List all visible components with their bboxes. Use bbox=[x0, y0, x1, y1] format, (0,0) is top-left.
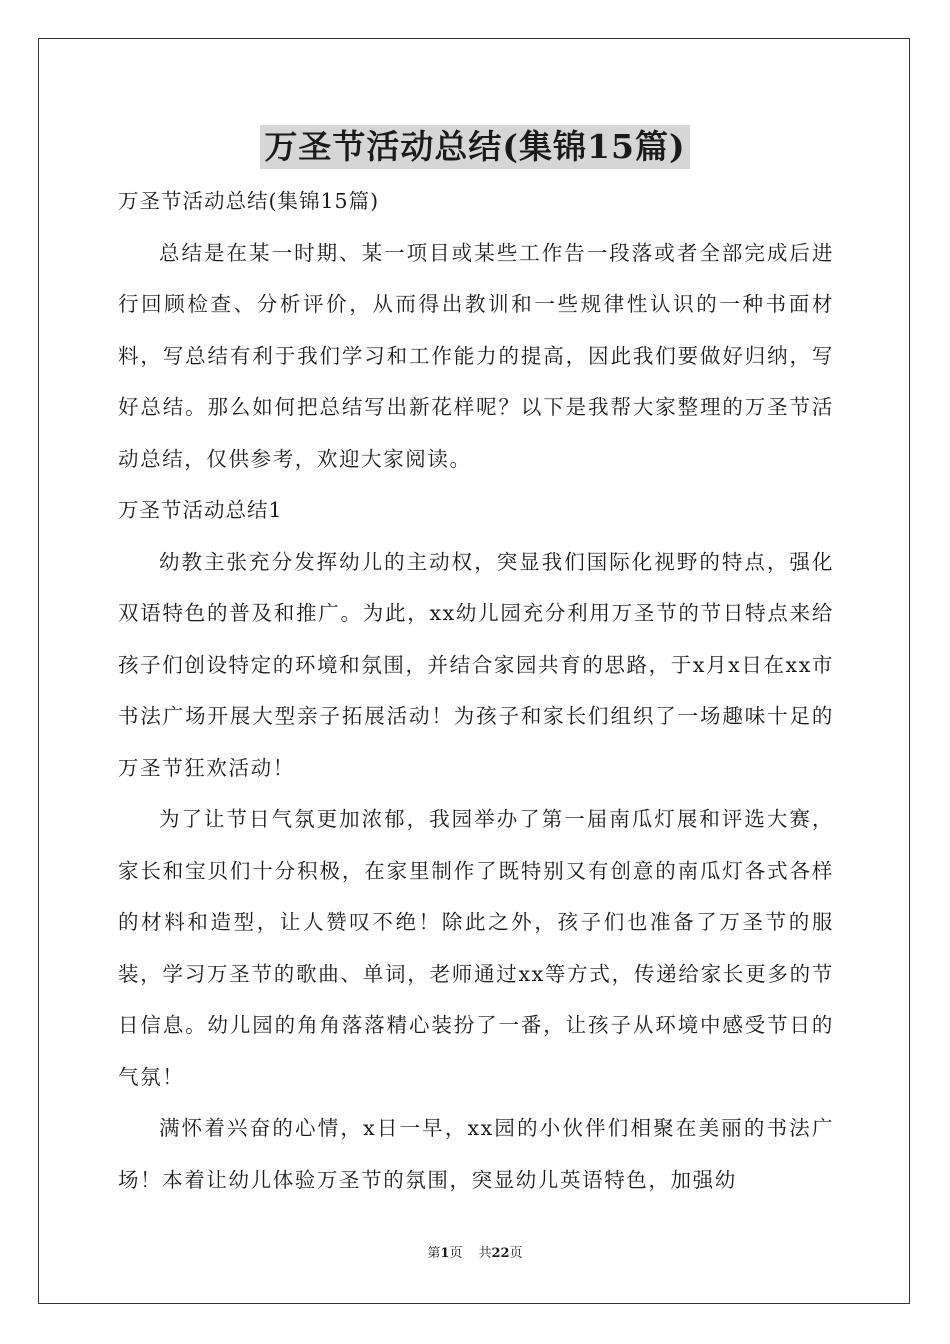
page-suffix: 页 bbox=[449, 1246, 463, 1261]
title-container bbox=[0, 125, 950, 169]
page-footer bbox=[0, 1246, 950, 1262]
total-suffix: 页 bbox=[509, 1246, 523, 1261]
body-paragraph: 满怀着兴奋的心情，x日一早，xx园的小伙伴们相聚在美丽的书法广场！本着让幼儿体验万圣节的氛围，突显幼儿英语特色，加强幼 bbox=[118, 1116, 834, 1192]
page-prefix: 第 bbox=[427, 1246, 441, 1261]
document-body bbox=[118, 176, 834, 1206]
subtitle-paragraph: 万圣节活动总结(集锦15篇) bbox=[118, 189, 380, 213]
current-page-number: 1 bbox=[440, 1246, 450, 1261]
total-page-number: 22 bbox=[491, 1246, 510, 1261]
body-paragraph: 总结是在某一时期、某一项目或某些工作告一段落或者全部完成后进行回顾检查、分析评价，从而得出教训和一些规律性认识的一种书面材料，写总结有利于我们学习和工作能力的提高，因此我们要做好归纳，写好总结。那么如何把总结写出新花样呢？以下是我帮大家整理的万圣节活动总结，仅供参考，欢迎大家阅读。 bbox=[118, 240, 834, 471]
section-heading: 万圣节活动总结1 bbox=[118, 498, 283, 522]
total-prefix: 共 bbox=[478, 1246, 492, 1261]
body-paragraph: 幼教主张充分发挥幼儿的主动权，突显我们国际化视野的特点，强化双语特色的普及和推广。为此，xx幼儿园充分利用万圣节的节日特点来给孩子们创设特定的环境和氛围，并结合家园共育的思路，于x月x日在xx市书法广场开展大型亲子拓展活动！为孩子和家长们组织了一场趣味十足的万圣节狂欢活动！ bbox=[118, 549, 834, 780]
document-title: 万圣节活动总结(集锦15篇) bbox=[260, 125, 689, 169]
body-paragraph: 为了让节日气氛更加浓郁，我园举办了第一届南瓜灯展和评选大赛，家长和宝贝们十分积极，在家里制作了既特别又有创意的南瓜灯各式各样的材料和造型，让人赞叹不绝！除此之外，孩子们也准备了万圣节的服装，学习万圣节的歌曲、单词，老师通过xx等方式，传递给家长更多的节日信息。幼儿园的角角落落精心装扮了一番，让孩子从环境中感受节日的气氛！ bbox=[118, 807, 834, 1089]
